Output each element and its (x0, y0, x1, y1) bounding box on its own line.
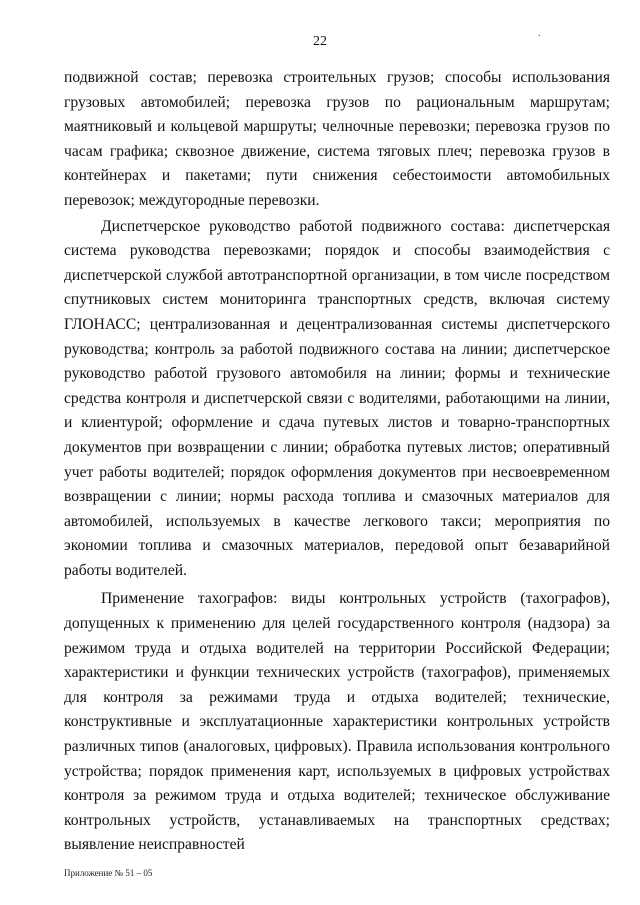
paragraph-dispatch-management: Диспетчерское руководство работой подвижного состава: диспетчерская система руководства перевозками; порядок и способы взаимодействия с диспетчерской службой автотранспортной организации, в том числе посредством спутниковых систем мониторинга транспортных средств, включая систему ГЛОНАСС; централизованная и децентрализованная системы диспетчерского руководства; контроль за работой подвижного состава на линии; диспетчерское руководство работой грузового автомобиля на линии; формы и технические средства контроля и диспетчерской связи с водителями, работающими на линии, и клиентурой; оформление и сдача путевых листов и товарно-транспортных документов при возвращении с линии; обработка путевых листов; оперативный учет работы водителей; порядок оформления документов при несвоевременном возвращении с линии; нормы расхода топлива и смазочных материалов для автомобилей, используемых в качестве легкового такси; мероприятия по экономии топлива и смазочных материалов, передовой опыт безаварийной работы водителей. (64, 217, 610, 579)
page-number: 22 (313, 34, 327, 49)
footer-appendix-note: Приложение № 51 – 05 (64, 868, 153, 878)
corner-mark: . (538, 28, 541, 39)
paragraph-tachographs: Применение тахографов: виды контрольных устройств (тахографов), допущенных к применению для целей государственного контроля (надзора) за режимом труда и отдыха водителей на территории Российской Федерации; характеристики и функции технических устройств (тахографов), применяемых для контроля за режимами труда и отдыха водителей; технические, конструктивные и эксплуатационные характеристики контрольных устройств различных типов (аналоговых, цифровых). Правила использования контрольного устройства; порядок применения карт, используемых в цифровых устройствах контроля за режимом труда и отдыха водителей; техническое обслуживание контрольных устройств, устанавливаемых на транспортных средствах; выявление неисправностей (64, 590, 610, 854)
document-body (64, 66, 610, 858)
paragraph-transport-routes: подвижной состав; перевозка строительных грузов; способы использования грузовых автомобилей; перевозка грузов по рациональным маршрутам; маятниковый и кольцевой маршруты; челночные перевозки; перевозка грузов по часам графика; сквозное движение, система тяговых плеч; перевозка грузов в контейнерах и пакетами; пути снижения себестоимости автомобильных перевозок; междугородные перевозки. (64, 69, 610, 209)
